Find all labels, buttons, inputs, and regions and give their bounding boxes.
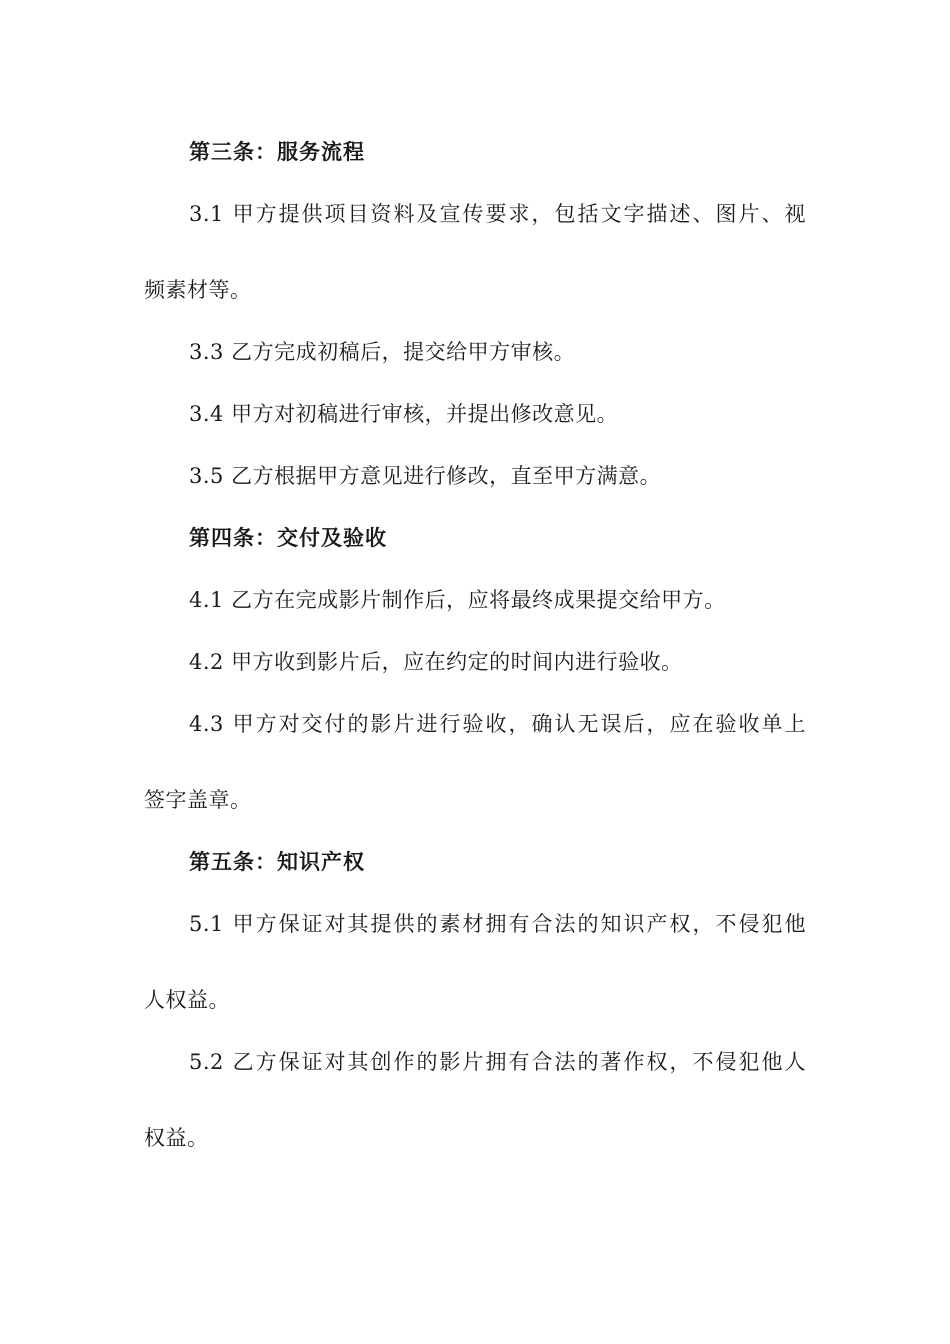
clause-text: 3.5 乙方根据甲方意见进行修改，直至甲方满意。	[189, 464, 662, 488]
clause-text: 4.2 甲方收到影片后，应在约定的时间内进行验收。	[189, 650, 683, 674]
clause-text: 4.3 甲方对交付的影片进行验收，确认无误后，应在验收单上	[189, 712, 806, 736]
clause-text-continuation: 人权益。	[144, 988, 230, 1012]
clause-text-continuation: 签字盖章。	[144, 788, 252, 812]
clause-text-continuation: 权益。	[144, 1126, 209, 1150]
clause-text: 5.1 甲方保证对其提供的素材拥有合法的知识产权，不侵犯他	[189, 912, 806, 936]
section-heading: 第三条：服务流程	[189, 140, 365, 164]
clause-text: 3.1 甲方提供项目资料及宣传要求，包括文字描述、图片、视	[189, 202, 806, 226]
clause-text: 4.1 乙方在完成影片制作后，应将最终成果提交给甲方。	[189, 588, 726, 612]
clause-text: 3.3 乙方完成初稿后，提交给甲方审核。	[189, 340, 576, 364]
section-heading: 第四条：交付及验收	[189, 526, 387, 550]
clause-text: 5.2 乙方保证对其创作的影片拥有合法的著作权，不侵犯他人	[189, 1050, 806, 1074]
section-heading: 第五条：知识产权	[189, 850, 365, 874]
clause-text-continuation: 频素材等。	[144, 278, 252, 302]
clause-text: 3.4 甲方对初稿进行审核，并提出修改意见。	[189, 402, 619, 426]
